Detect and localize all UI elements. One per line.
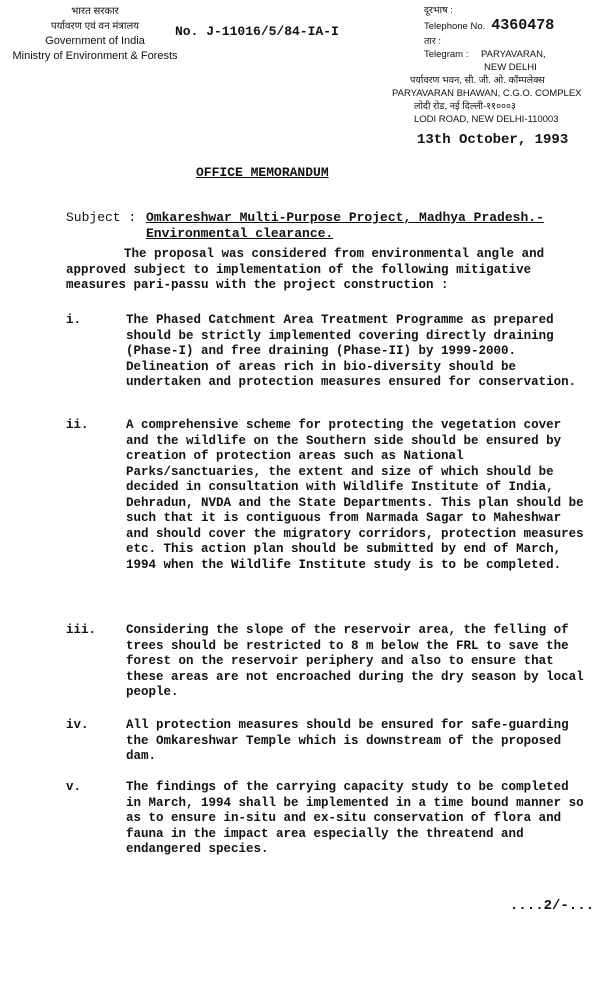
page-continuation-marker: ....2/-... (510, 898, 595, 914)
government-name: Government of India (45, 35, 145, 47)
item-text: All protection measures should be ensured for safe-guarding the Omkareshwar Temple which is downstream of the proposed dam. (126, 718, 569, 763)
memo-date: 13th October, 1993 (417, 132, 569, 148)
telegram-label: Telegram : (424, 49, 469, 60)
ministry-header (0, 4, 190, 64)
telegram-hindi: तार : (424, 36, 442, 47)
item-text: Considering the slope of the reservoir area, the felling of trees should be restricted to 8 m below the FRL to save the forest on the reservoir periphery and also to ensure that these areas are not encroached during the dry season by local people. (126, 623, 584, 699)
memo-title: OFFICE MEMORANDUM (196, 165, 329, 180)
telegram-line1: PARYAVARAN, (481, 49, 546, 60)
item-number: ii. (66, 418, 89, 432)
item-text: A comprehensive scheme for protecting the vegetation cover and the wildlife on the Southern side should be ensured by creation of protection areas such as National Parks/sanctuaries, the extent and size of which should be decided in consultation with Wildlife Institute of India, Dehradun, NVDA and the State Departments. This plan should be such that it is contiguous from Narmada Sagar to Maheshwar and should cover the migratory corridors, protection measures etc. This action plan should be submitted by end of March, 1994 when the Wildlife Institute study is to be completed. (126, 418, 584, 572)
condition-item (66, 780, 596, 858)
intro-paragraph: The proposal was considered from environmental angle and approved subject to implementation of the following mitigative measures pari-passu with the project construction : (66, 247, 545, 292)
telephone-hindi: दूरभाष : (424, 5, 453, 16)
item-number: iii. (66, 623, 97, 637)
item-number: v. (66, 780, 82, 794)
condition-item (66, 418, 596, 573)
hindi-ministry: पर्यावरण एवं वन मंत्रालय (50, 21, 140, 32)
telegram-line2: NEW DELHI (484, 62, 537, 73)
item-text: The findings of the carrying capacity study to be completed in March, 1994 shall be implemented in a time bound manner so as to ensure in-situ and ex-situ conservation of flora and fauna in the impact area especially the threatend and endangered species. (126, 780, 584, 856)
item-number: iv. (66, 718, 89, 732)
address-hindi-2: लोदी रोड, नई दिल्ली-११०००३ (414, 101, 516, 112)
contact-block (392, 4, 604, 126)
telephone-label: Telephone No. (424, 20, 486, 32)
item-text: The Phased Catchment Area Treatment Programme as prepared should be strictly implemented covering directly draining (Phase-I) and free draining (Phase-II) by 1999-2000. Delineation of areas rich in bio-diversity should be undertaken and protection measures ensured for conservation. (126, 313, 577, 389)
address-hindi-1: पर्यावरण भवन, सी. जी. ओ. कॉम्पलेक्स (410, 75, 545, 86)
address-english-1: PARYAVARAN BHAWAN, C.G.O. COMPLEX (392, 88, 582, 99)
condition-item (66, 623, 596, 701)
hindi-government: भारत सरकार (71, 6, 119, 17)
telephone-number: 4360478 (491, 17, 555, 34)
item-number: i. (66, 313, 82, 327)
subject-text: Omkareshwar Multi-Purpose Project, Madhya Pradesh.- Environmental clearance. (146, 210, 544, 241)
address-english-2: LODI ROAD, NEW DELHI-110003 (414, 114, 559, 125)
condition-item (66, 313, 596, 391)
reference-number: No. J-11016/5/84-IA-I (175, 24, 339, 39)
condition-item (66, 718, 596, 765)
ministry-name: Ministry of Environment & Forests (12, 50, 178, 62)
subject-label: Subject : (66, 210, 137, 225)
